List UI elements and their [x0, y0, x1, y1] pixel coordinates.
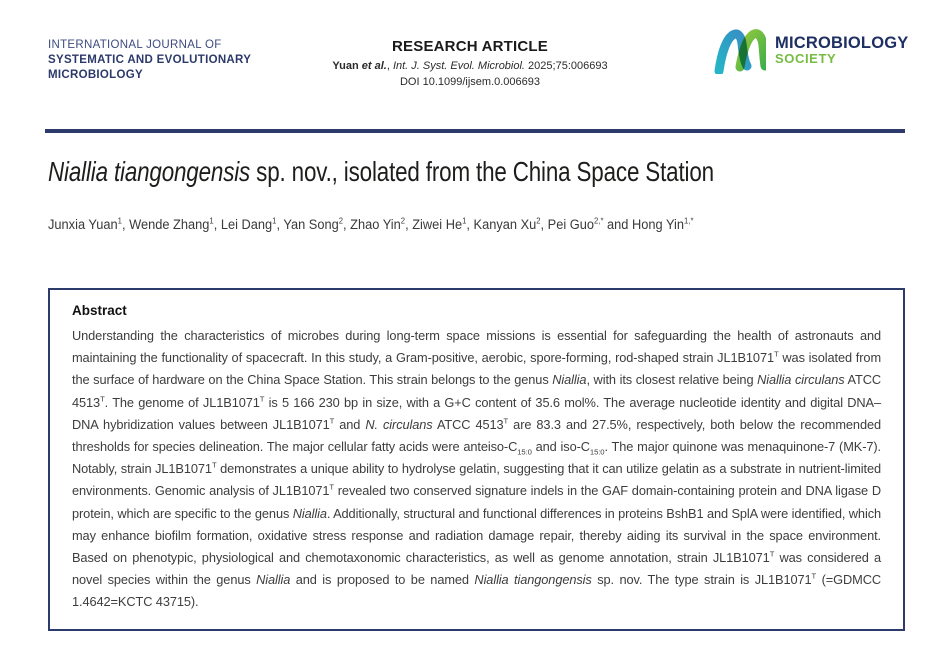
page-title: Niallia tiangongensis sp. nov., isolated from the China Space Station — [48, 156, 714, 187]
abstract-heading: Abstract — [72, 303, 127, 318]
abstract-text: Understanding the characteristics of microbes during long-term space missions is essential for safeguarding the health of astronauts and maintaining the functionality of spacecraft. In this study, a Gram-positive, aerobic, spore-forming, rod-shaped strain $JL1B1071^T$ was isolated from the surface of hardware on the China Space Station. This strain belongs to the genus Niallia, with its closest relative being Niallia circulans ATCC $4513^T$. The genome of $JL1B1071^T$ is 5 166 230 bp in size, with a G+C content of 35.6 mol%. The average nucleotide identity and digital DNA–DNA hybridization values between $JL1B1071^T$ and N. circulans ATCC $4513^T$ are 83.3 and 27.5%, respectively, both below the recommended thresholds for species delineation. The major cellular fatty acids were anteiso-$C_{15:0}$ and iso-$C_{15:0}$. The major quinone was menaquinone-7 (MK-7). Notably, strain $JL1B1071^T$ demonstrates a unique ability to hydrolyse gelatin, suggesting that it can utilize gelatin as a substrate in nutrient-limited environments. Genomic analysis of $JL1B1071^T$ revealed two conserved signature indels in the GAF domain-containing protein and DNA ligase D protein, which are specific to the genus Niallia. Additionally, structural and functional differences in proteins BshB1 and SplA were identified, which may enhance biofilm formation, oxidative stress response and radiation damage repair, thereby aiding its survival in the space environment. Based on phenotypic, physiological and chemotaxonomic characteristics, as well as genome annotation, strain $JL1B1071^T$ was considered a novel species within the genus Niallia and is proposed to be named Niallia tiangongensis sp. nov. The type strain is $JL1B1071^T$ (=GDMCC 1.4642=KCTC 43715). — [72, 328, 882, 610]
journal-name — [48, 38, 251, 83]
journal-name-line3: MICROBIOLOGY — [48, 69, 143, 81]
masthead-divider — [45, 129, 905, 133]
journal-name-line2: SYSTEMATIC AND EVOLUTIONARY — [48, 54, 252, 66]
abstract-box — [48, 288, 905, 631]
citation-line: Yuan et al., Int. J. Syst. Evol. Microbiol. 2025;75:006693 — [332, 60, 608, 72]
society-m-icon — [712, 26, 766, 74]
author-list: Junxia Yuan$^1$, Wende Zhang$^1$, Lei Dang$^1$, Yan Song$^2$, Zhao Yin$^2$, Ziwei He$^1$, Kanyan Xu$^2$, Pei Guo$^{2,*}$ and Hong Yin$^{1,*}$ — [48, 216, 694, 232]
society-logo-text — [775, 35, 908, 66]
article-type-label: RESEARCH ARTICLE — [392, 38, 548, 55]
society-logo-line1: MICROBIOLOGY — [775, 33, 909, 52]
doi-line: DOI 10.1099/ijsem.0.006693 — [399, 76, 541, 88]
society-logo-line2: SOCIETY — [775, 50, 837, 66]
masthead-center — [253, 38, 687, 88]
microbiology-society-logo — [712, 26, 908, 74]
journal-name-line1: INTERNATIONAL JOURNAL OF — [48, 39, 222, 51]
